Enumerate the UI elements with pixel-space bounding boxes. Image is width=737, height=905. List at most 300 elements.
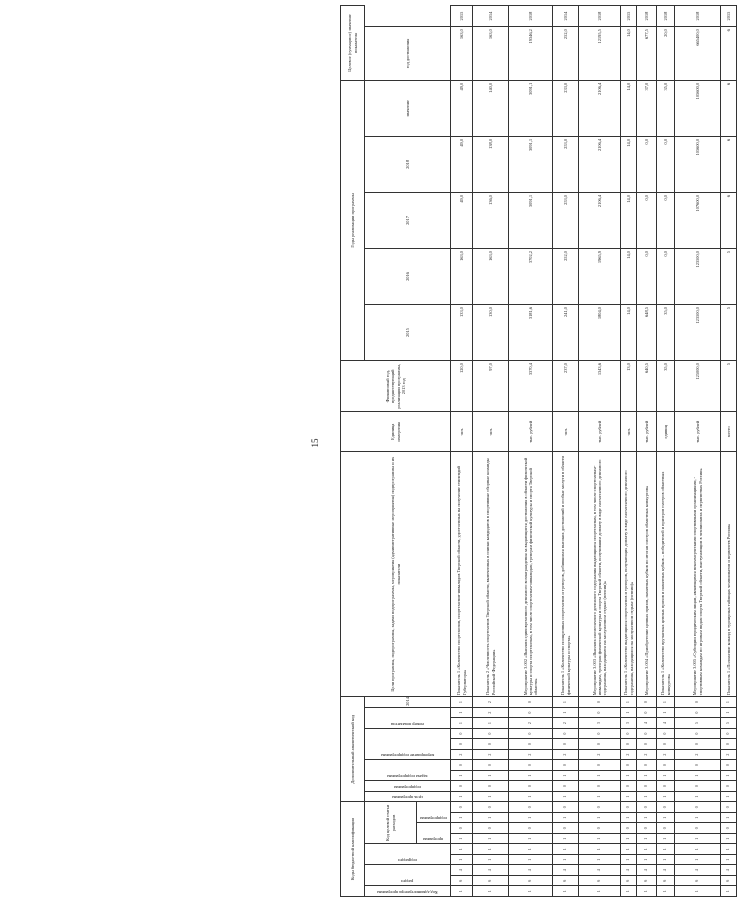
header-target-article: Код целевой статьи расходов	[365, 802, 417, 844]
row-name: Мероприятие 3.005 «Субсидии юридическим лицам, являющимся некоммерческими спортивными организациями, - спортивным командам по игровым видам спорта Тверской области, выступающим в чемпионатах и первенствах России»	[675, 452, 721, 697]
row-target-value: 12195,5	[579, 27, 621, 81]
row-year-value: 14,0	[621, 192, 637, 248]
row-target-value: 14,0	[621, 27, 637, 81]
row-year-value: 0,0	[637, 249, 657, 305]
row-base-value: 3370,4	[509, 361, 553, 412]
code-cell: 4	[657, 718, 675, 729]
code-cell: 0	[657, 823, 675, 834]
code-cell: 1	[675, 791, 721, 802]
code-cell: 1	[451, 855, 473, 866]
code-cell: 0	[509, 802, 553, 813]
code-cell: 0	[579, 823, 621, 834]
row-target-value: 6	[721, 27, 737, 81]
code-cell: 0	[675, 707, 721, 718]
row-unit: чел.	[621, 412, 637, 452]
table-row	[451, 6, 473, 897]
row-year-value: 6	[721, 80, 737, 136]
code-cell: 0	[621, 739, 637, 750]
row-year-value: 138,0	[473, 136, 509, 192]
code-cell: 1	[657, 844, 675, 855]
row-base-value: 1343,6	[579, 361, 621, 412]
code-cell: 0	[509, 728, 553, 739]
row-year-value: 6	[721, 136, 737, 192]
code-cell: 1	[657, 791, 675, 802]
code-cell: 1	[721, 770, 737, 781]
code-cell: 1	[675, 813, 721, 824]
code-cell: 0	[579, 707, 621, 718]
code-cell: 1	[509, 834, 553, 845]
code-cell: 1	[509, 844, 553, 855]
header-program-code: Код администратора программы	[365, 886, 451, 897]
row-name: Показатель 1 «Количество вручаемых ценных призов и памятных кубков – победителей и призеров смотров областных конкурсов»	[657, 452, 675, 697]
row-year-value: 163,0	[473, 249, 509, 305]
row-year-value: 49,0	[451, 192, 473, 248]
row-base-value: 640,5	[637, 361, 657, 412]
code-cell: 1	[579, 844, 621, 855]
row-target-value: 163,0	[451, 27, 473, 81]
table-row	[637, 6, 657, 897]
row-unit: тыс. рублей	[637, 412, 657, 452]
code-cell: 0	[553, 802, 579, 813]
code-cell: 2	[473, 697, 509, 708]
code-cell: 1	[621, 813, 637, 824]
code-cell: 1	[451, 718, 473, 729]
code-cell: 0	[675, 739, 721, 750]
code-cell: 1	[473, 813, 509, 824]
code-cell: 4	[473, 865, 509, 876]
code-cell: 6	[621, 876, 637, 887]
code-cell: 0	[657, 760, 675, 771]
header-year-2018: 2018	[365, 136, 451, 192]
code-cell: 0	[579, 760, 621, 771]
code-cell: 1	[451, 813, 473, 824]
code-cell: 2	[657, 749, 675, 760]
code-cell: 1	[657, 697, 675, 708]
row-year-value: 3181,6	[509, 305, 553, 361]
code-cell: 0	[473, 728, 509, 739]
code-cell: 0	[509, 697, 553, 708]
row-year-value: 14,0	[621, 80, 637, 136]
row-target-year: 2015	[621, 6, 637, 27]
code-cell: 5	[675, 718, 721, 729]
code-cell: 1	[473, 855, 509, 866]
table-row	[675, 6, 721, 897]
header-event: мероприятие подпрограммы	[365, 728, 451, 760]
code-cell: 1	[451, 707, 473, 718]
table-row	[621, 6, 637, 897]
header-subprogram: подпрограмма	[417, 802, 451, 823]
code-cell: 0	[451, 802, 473, 813]
code-cell: 1	[553, 707, 579, 718]
code-cell: 0	[675, 728, 721, 739]
code-cell: 1	[657, 813, 675, 824]
header-subsection: подраздел	[365, 844, 451, 865]
row-year-value: 253,0	[553, 192, 579, 248]
code-cell: 1	[721, 834, 737, 845]
row-year-value: 5	[721, 305, 737, 361]
code-cell: 2	[509, 718, 553, 729]
code-cell: 1	[553, 844, 579, 855]
row-name: Мероприятие 3.003 «Выплата ежемесячного денежного содержания выдающимся спортсменам, в том числе спортсменам-инвалидам, тренерам физической культуры и спорта Тверской области, получившим доплату в виде ежемесячного денежного содержания, находящимся на заслуженном отдыхе (пенсии)»	[579, 452, 621, 697]
code-cell: 1	[553, 697, 579, 708]
code-cell: 2	[473, 707, 509, 718]
row-target-value: 20,0	[657, 27, 675, 81]
code-cell: 4	[509, 865, 553, 876]
row-year-value: 233,0	[553, 80, 579, 136]
code-cell: 1	[473, 834, 509, 845]
row-target-year: 2018	[657, 6, 675, 27]
code-cell: 0	[553, 823, 579, 834]
code-cell: 0	[473, 823, 509, 834]
row-year-value: 49,0	[451, 80, 473, 136]
row-year-value: 133,0	[451, 305, 473, 361]
header-indicator: номер показателя	[365, 707, 451, 728]
row-year-value: 5	[721, 249, 737, 305]
code-cell: 0	[637, 823, 657, 834]
row-year-value: 6	[721, 192, 737, 248]
code-cell: 1	[579, 855, 621, 866]
header-pnp-codes: Дополнительный аналитический код	[341, 697, 365, 802]
row-year-value: 123500,0	[675, 305, 721, 361]
code-cell: 1	[675, 886, 721, 897]
code-cell: 1	[637, 834, 657, 845]
code-cell: 0	[579, 697, 621, 708]
row-unit: чел.	[451, 412, 473, 452]
code-cell: 1	[621, 855, 637, 866]
code-cell: 0	[509, 760, 553, 771]
code-cell: 0	[675, 697, 721, 708]
code-cell: 0	[621, 781, 637, 792]
row-year-value: 35,0	[657, 80, 675, 136]
row-year-value: 0,0	[657, 192, 675, 248]
row-target-year: 2014	[553, 6, 579, 27]
code-cell: 2	[579, 749, 621, 760]
code-cell: 1	[451, 697, 473, 708]
code-cell: 0	[621, 728, 637, 739]
code-cell: 4	[579, 865, 621, 876]
row-year-value: 14,0	[621, 305, 637, 361]
row-name: Показатель 1 «Количество спортсменов, спортсменов-инвалидов Тверской области, удостоенных на получение стипендий Губернатора»	[451, 452, 473, 697]
code-cell: 0	[451, 823, 473, 834]
row-target-value: 252,0	[553, 27, 579, 81]
code-cell: 0	[675, 823, 721, 834]
code-cell: 4	[621, 865, 637, 876]
code-cell: 1	[675, 855, 721, 866]
header-unit: Единица измерения	[341, 412, 451, 452]
table-row	[509, 6, 553, 897]
header-budget-codes: Коды бюджетной классификации	[341, 802, 365, 897]
code-cell: 1	[509, 855, 553, 866]
row-target-year: 2014	[473, 6, 509, 27]
row-base-value: 5	[721, 361, 737, 412]
code-cell: 0	[509, 823, 553, 834]
page-number: 15	[310, 438, 320, 448]
code-cell: 0	[553, 781, 579, 792]
code-cell: 0	[621, 823, 637, 834]
code-cell: 1	[637, 886, 657, 897]
row-target-value: 19346,2	[509, 27, 553, 81]
row-base-value: 97,0	[473, 361, 509, 412]
code-cell: 4	[553, 865, 579, 876]
code-cell: 0	[637, 802, 657, 813]
code-cell: 6	[451, 876, 473, 887]
code-cell: 6	[553, 876, 579, 887]
code-cell: 1	[721, 844, 737, 855]
code-cell: 0	[721, 728, 737, 739]
code-cell: 0	[637, 707, 657, 718]
row-year-value: 35,0	[657, 305, 675, 361]
code-cell: 1	[721, 886, 737, 897]
row-year-value: 105600,0	[675, 80, 721, 136]
header-subprogram-sub: подпрограмма	[365, 781, 451, 792]
row-target-value: 677,5	[637, 27, 657, 81]
code-cell: 2	[675, 749, 721, 760]
row-year-value: 3702,2	[509, 249, 553, 305]
header-year-2017: 2017	[365, 192, 451, 248]
code-cell: 1	[473, 886, 509, 897]
code-cell: 1	[553, 813, 579, 824]
row-base-value: 125000,0	[675, 361, 721, 412]
code-cell: 1	[721, 707, 737, 718]
header-value: значение	[365, 80, 451, 136]
code-cell: 0	[675, 802, 721, 813]
code-cell: 6	[721, 876, 737, 887]
code-cell: 1	[553, 791, 579, 802]
code-cell: 0	[657, 739, 675, 750]
header-task-subprogram: задача подпрограммы	[365, 760, 451, 781]
row-year-value: 163,0	[451, 249, 473, 305]
code-cell: 1	[553, 886, 579, 897]
row-year-value: 14,0	[621, 136, 637, 192]
row-unit: единиц	[657, 412, 675, 452]
code-cell: 0	[637, 760, 657, 771]
row-unit: тыс. рублей	[675, 412, 721, 452]
table-row	[579, 6, 621, 897]
header-year-2014: 2014	[365, 697, 451, 708]
code-cell: 0	[509, 707, 553, 718]
code-cell: 0	[675, 760, 721, 771]
header-fin-year: Финансовый год, предшествующий реализации программы, 2013 год	[341, 361, 451, 412]
code-cell: 1	[657, 770, 675, 781]
code-cell: 0	[579, 728, 621, 739]
header-years: Годы реализации программы	[341, 80, 365, 360]
code-cell: 1	[451, 791, 473, 802]
code-cell: 0	[451, 739, 473, 750]
code-cell: 0	[473, 739, 509, 750]
header-name: Цели программы, подпрограммы, задачи подпрограммы, мероприятия (административные мероприятия) подпрограммы и их показатели	[341, 452, 451, 697]
code-cell: 1	[621, 770, 637, 781]
row-year-value: 123500,0	[675, 249, 721, 305]
table-row	[553, 6, 579, 897]
code-cell: 1	[553, 834, 579, 845]
code-cell: 1	[621, 834, 637, 845]
code-cell: 1	[509, 791, 553, 802]
code-cell: 0	[637, 728, 657, 739]
code-cell: 1	[473, 844, 509, 855]
code-cell: 0	[637, 739, 657, 750]
code-cell: 6	[657, 876, 675, 887]
row-name: Мероприятие 3.004 «Приобретение ценных призов, памятных кубков по итогам смотров областных конкурсов»	[637, 452, 657, 697]
code-cell: 1	[657, 834, 675, 845]
row-year-value: 107600,0	[675, 192, 721, 248]
code-cell: 1	[473, 718, 509, 729]
row-year-value: 1965,9	[579, 249, 621, 305]
code-cell: 1	[579, 886, 621, 897]
code-cell: 2	[553, 749, 579, 760]
code-cell: 1	[579, 813, 621, 824]
row-year-value: 37,0	[637, 80, 657, 136]
row-target-value: 665400,0	[675, 27, 721, 81]
row-year-value: 2106,4	[579, 80, 621, 136]
code-cell: 4	[675, 865, 721, 876]
row-year-value: 49,0	[451, 136, 473, 192]
row-year-value: 0,0	[637, 192, 657, 248]
code-cell: 1	[579, 770, 621, 781]
row-target-year: 2015	[721, 6, 737, 27]
code-cell: 1	[637, 813, 657, 824]
code-cell: 4	[637, 865, 657, 876]
code-cell: 6	[473, 876, 509, 887]
code-cell: 0	[621, 760, 637, 771]
row-target-year: 2015	[451, 6, 473, 27]
row-target-value: 163,0	[473, 27, 509, 81]
code-cell: 0	[721, 760, 737, 771]
row-base-value: 120,0	[451, 361, 473, 412]
table-body	[451, 6, 737, 897]
code-cell: 0	[721, 823, 737, 834]
row-year-value: 105600,0	[675, 136, 721, 192]
code-cell: 0	[657, 781, 675, 792]
row-unit: тыс. рублей	[579, 412, 621, 452]
row-year-value: 2106,4	[579, 136, 621, 192]
header-section: раздел	[365, 865, 451, 886]
row-base-value: 237,0	[553, 361, 579, 412]
row-year-value: 1804,0	[579, 305, 621, 361]
code-cell: 1	[621, 844, 637, 855]
header-year-2015: 2015	[365, 305, 451, 361]
code-cell: 2	[509, 749, 553, 760]
code-cell: 1	[721, 813, 737, 824]
row-unit: чел.	[473, 412, 509, 452]
table-row	[721, 6, 737, 897]
code-cell: 0	[675, 781, 721, 792]
code-cell: 0	[553, 760, 579, 771]
code-cell: 1	[451, 886, 473, 897]
code-cell: 0	[721, 781, 737, 792]
code-cell: 0	[721, 739, 737, 750]
row-year-value: 252,0	[553, 249, 579, 305]
code-cell: 1	[675, 834, 721, 845]
code-cell: 0	[637, 697, 657, 708]
code-cell: 1	[451, 844, 473, 855]
code-cell: 1	[509, 886, 553, 897]
code-cell: 1	[657, 886, 675, 897]
row-target-year: 2018	[579, 6, 621, 27]
row-year-value: 14,0	[621, 249, 637, 305]
code-cell: 1	[451, 770, 473, 781]
code-cell: 4	[637, 718, 657, 729]
code-cell: 1	[675, 770, 721, 781]
code-cell: 2	[451, 749, 473, 760]
row-name: Показатель 1 «Положение команд в турнирных таблицах чемпионатов и первенств России»	[721, 452, 737, 697]
code-cell: 0	[509, 781, 553, 792]
code-cell: 5	[721, 718, 737, 729]
code-cell: 6	[675, 876, 721, 887]
code-cell: 1	[657, 707, 675, 718]
code-cell: 0	[473, 781, 509, 792]
header-target: Целевое (суммарное) значение показателя	[341, 6, 365, 81]
code-cell: 2	[637, 749, 657, 760]
code-cell: 0	[473, 760, 509, 771]
code-cell: 1	[509, 770, 553, 781]
code-cell: 0	[721, 802, 737, 813]
code-cell: 1	[721, 791, 737, 802]
row-target-year: 2018	[509, 6, 553, 27]
row-year-value: 0,0	[637, 136, 657, 192]
code-cell: 1	[721, 697, 737, 708]
row-base-value: 35,0	[657, 361, 675, 412]
row-name: Показатель 1 «Количество поощренных спортсменов и тренеров, добившихся высоких достижений и особые заслуги в области физической культуры и спорта»	[553, 452, 579, 697]
table-row	[657, 6, 675, 897]
row-target-year: 2018	[675, 6, 721, 27]
code-cell: 1	[637, 844, 657, 855]
code-cell: 1	[621, 886, 637, 897]
header-row-1	[341, 6, 365, 897]
code-cell: 1	[451, 834, 473, 845]
row-year-value: 648,5	[637, 305, 657, 361]
code-cell: 4	[451, 865, 473, 876]
row-name: Мероприятие 3.002 «Выплата единовременного денежного вознаграждения за выдающиеся достижения в области физической культуры и спорта спортсменам, в том числе спортсменам-инвалидам, тренерам физической культуры и спорта Тверской области»	[509, 452, 553, 697]
row-year-value: 136,0	[473, 192, 509, 248]
header-year-2016: 2016	[365, 249, 451, 305]
code-cell: 0	[621, 802, 637, 813]
header-program: программа	[417, 823, 451, 844]
code-cell: 6	[509, 876, 553, 887]
code-cell: 3	[579, 718, 621, 729]
code-cell: 1	[637, 770, 657, 781]
code-cell: 0	[579, 739, 621, 750]
row-year-value: 3091,1	[509, 136, 553, 192]
code-cell: 0	[451, 781, 473, 792]
code-cell: 3	[621, 718, 637, 729]
row-name: Показатель 1 «Количество выдающихся спортсменов и тренеров, получающих доплату в виде ежемесячного денежного содержания, находящихся на заслуженном отдыхе (пенсии)»	[621, 452, 637, 697]
code-cell: 0	[473, 802, 509, 813]
row-year-value: 3091,1	[509, 192, 553, 248]
code-cell: 1	[637, 855, 657, 866]
code-cell: 1	[621, 707, 637, 718]
code-cell: 6	[579, 876, 621, 887]
row-year-value: 2106,4	[579, 192, 621, 248]
code-cell: 1	[621, 791, 637, 802]
code-cell: 0	[451, 760, 473, 771]
code-cell: 2	[621, 749, 637, 760]
code-cell: 0	[553, 728, 579, 739]
code-cell: 0	[657, 802, 675, 813]
header-year-reach: год достижения	[365, 27, 451, 81]
header-goal: цель программы	[365, 791, 451, 802]
code-cell: 1	[509, 813, 553, 824]
row-base-value: 13,0	[621, 361, 637, 412]
row-unit: чел.	[553, 412, 579, 452]
code-cell: 1	[721, 855, 737, 866]
code-cell: 0	[509, 739, 553, 750]
code-cell: 2	[553, 718, 579, 729]
code-cell: 6	[637, 876, 657, 887]
code-cell: 1	[579, 791, 621, 802]
row-year-value: 130,0	[473, 305, 509, 361]
code-cell: 0	[657, 728, 675, 739]
code-cell: 1	[473, 770, 509, 781]
